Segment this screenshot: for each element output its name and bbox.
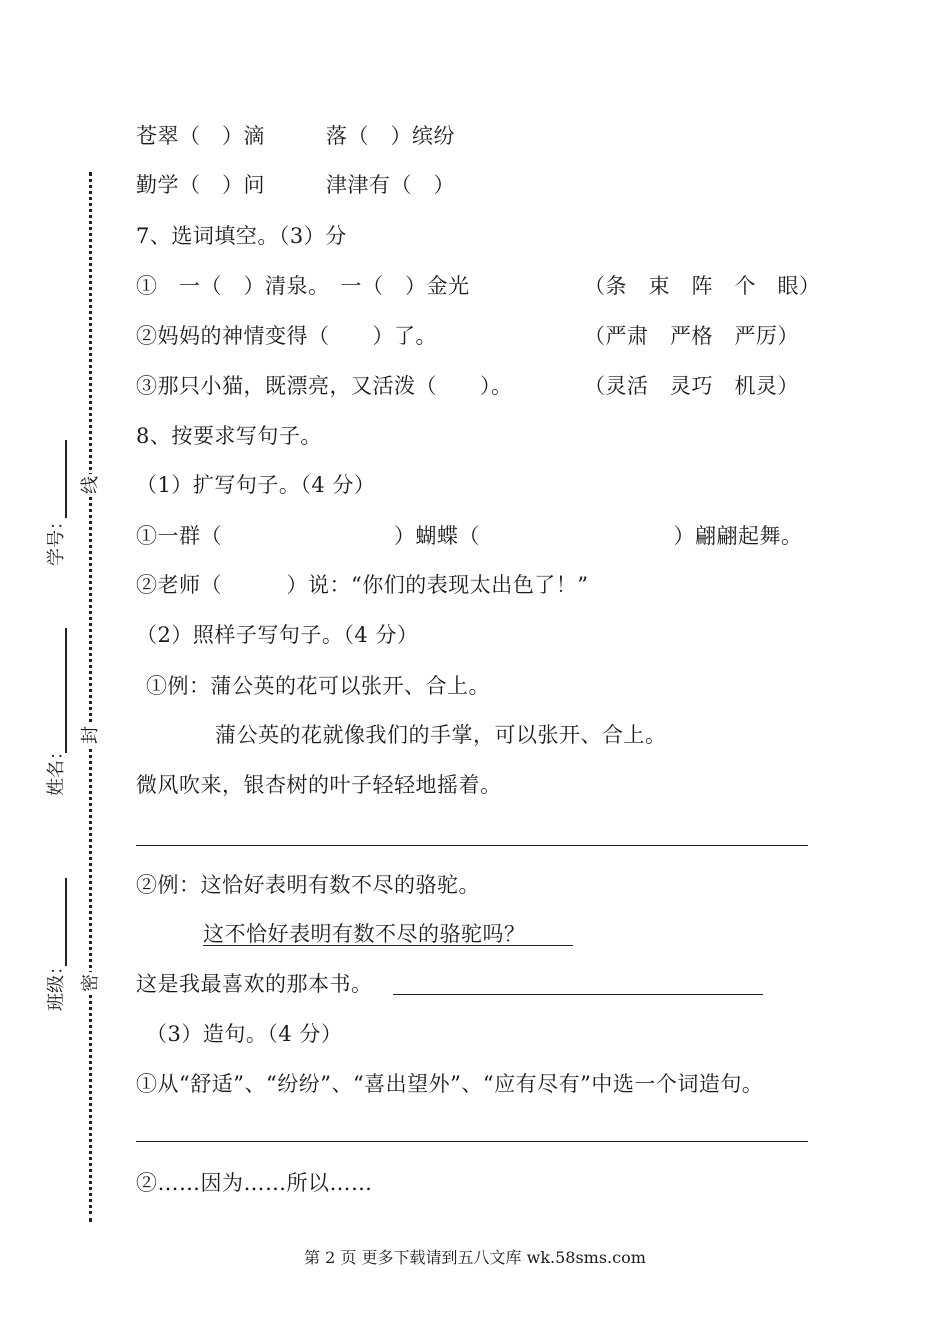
example-2-underline	[203, 945, 573, 946]
binding-dotted-line	[89, 172, 92, 1222]
q7-item-2-options: （严肃 严格 严厉）	[584, 324, 799, 348]
seal-char-seal: 封	[80, 726, 101, 744]
q8-part-2-task-2: 这是我最喜欢的那本书。	[136, 972, 373, 996]
idiom-3: 勤学（ ）问	[136, 173, 265, 197]
q8-part-2-example-2: ②例：这恰好表明有数不尽的骆驼。	[136, 873, 480, 897]
name-label: 姓名：	[46, 742, 67, 796]
question-7-title: 7、选词填空。（3）分	[136, 224, 347, 248]
q8-part-2-task-1: 微风吹来，银杏树的叶子轻轻地摇着。	[136, 773, 502, 797]
q7-item-1: ① 一（ ）清泉。 一（ ）金光	[136, 274, 470, 298]
name-line	[65, 628, 67, 753]
page-footer: 第 2 页 更多下载请到五八文库 wk.58sms.com	[304, 1248, 646, 1267]
q7-item-3-options: （灵活 灵巧 机灵）	[584, 374, 799, 398]
answer-line-3[interactable]	[136, 1141, 808, 1142]
idiom-2: 落（ ）缤纷	[326, 124, 455, 148]
q8-part-1-item-1: ①一群（ ）蝴蝶（ ）翩翩起舞。	[136, 524, 803, 548]
seal-char-secret: 密	[80, 974, 101, 992]
student-id-label: 学号：	[46, 512, 67, 566]
seal-char-line: 线	[80, 476, 101, 494]
q7-item-1-options: （条 束 阵 个 眼）	[584, 274, 821, 298]
class-label: 班级：	[46, 957, 67, 1011]
idiom-1: 苍翠（ ）滴	[136, 124, 265, 148]
q8-part-3-item-2: ②……因为……所以……	[136, 1171, 373, 1195]
q8-part-2-example-1: ①例：蒲公英的花可以张开、合上。	[146, 674, 490, 698]
question-8-title: 8、按要求写句子。	[136, 424, 322, 448]
q8-part-1-item-2: ②老师（ ）说：“你们的表现太出色了！”	[136, 573, 589, 597]
class-line	[65, 878, 67, 966]
answer-line-1[interactable]	[136, 845, 808, 846]
student-id-line	[65, 440, 67, 518]
q8-part-1-title: （1）扩写句子。（4 分）	[136, 473, 376, 497]
answer-line-2[interactable]	[393, 994, 763, 995]
q8-part-2-example-1-answer: 蒲公英的花就像我们的手掌，可以张开、合上。	[215, 723, 667, 747]
idiom-4: 津津有（ ）	[326, 173, 455, 197]
q8-part-3-item-1: ①从“舒适”、“纷纷”、“喜出望外”、“应有尽有”中选一个词造句。	[136, 1072, 764, 1096]
q7-item-2: ②妈妈的神情变得（ ）了。	[136, 324, 437, 348]
q7-item-3: ③那只小猫，既漂亮，又活泼（ ）。	[136, 374, 513, 398]
q8-part-2-example-2-answer: 这不恰好表明有数不尽的骆驼吗？	[203, 922, 526, 946]
q8-part-2-title: （2）照样子写句子。（4 分）	[136, 623, 419, 647]
q8-part-3-title: （3）造句。（4 分）	[146, 1022, 343, 1046]
